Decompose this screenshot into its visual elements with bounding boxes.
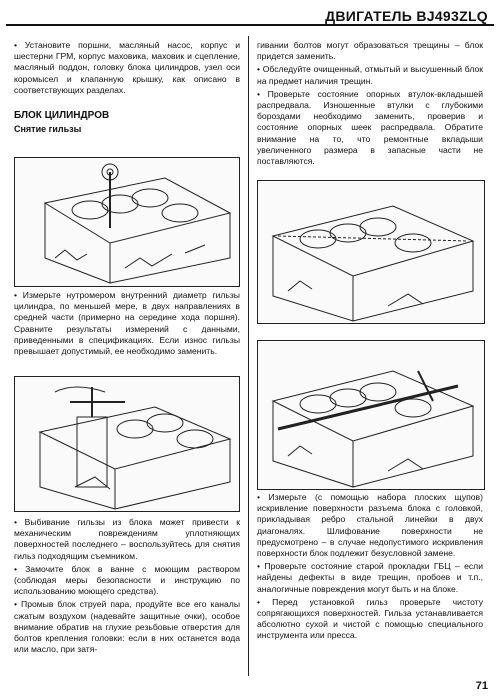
- right-column: [257, 40, 483, 169]
- section-title: БЛОК ЦИЛИНДРОВ: [14, 110, 110, 122]
- left-text-block-2: [14, 290, 240, 359]
- right-text-block-2: [257, 492, 483, 644]
- bushing-paragraph: • Проверьте состояние опорных втулок-вкладышей распредвала. Изношенные втулки с глубокими бороздами необходимо заменить, проверив и состояние опорных шеек распредвала. Обратите внимание на то, что ремонтные вкладыши увеличенного размера в запасные части не поставляются.: [257, 88, 483, 167]
- figure-bore-gauge: [14, 157, 240, 287]
- inspect-paragraph: • Обследуйте очищенный, отмытый и высушенный блок на предмет наличия трещин.: [257, 64, 483, 86]
- left-column: [14, 40, 240, 139]
- straightedge-drawing: [258, 341, 484, 489]
- steam-paragraph: • Промыв блок струей пара, продуйте все его каналы сжатым воздухом (надевайте защитные очки), особое внимание обратив на глухие резьбовые отверстия для болтов крепления головки: если в них останется вода или масло, при затя-: [14, 599, 240, 655]
- install-paragraph: • Перед установкой гильз проверьте чистоту сопрягающихся поверхностей. Гильза устанавливается абсолютно сухой и чистой с помощью специального инструмента или пресса.: [257, 596, 483, 641]
- measure-paragraph: • Измерьте нутромером внутренний диаметр гильзы цилиндра, по меньшей мере, в двух направлениях в средней части (примерно на середине хода поршня). Сравните результаты измерений с данными, приведенными в спецификациях. Если износ гильзы превышает допустимый, ее необходимо заменить.: [14, 290, 240, 357]
- header-rule: [6, 24, 494, 26]
- block-deck-drawing: [258, 181, 484, 323]
- figure-liner-puller: [14, 376, 240, 512]
- liner-removal-paragraph: • Выбивание гильзы из блока может привести к механическим повреждениям уплотняющих поверхностей последнего – воспользуйтесь для снятия гильз подходящим съемником.: [14, 517, 240, 561]
- header-title: ДВИГАТЕЛЬ BJ493ZLQ: [325, 8, 488, 24]
- page-header: [0, 6, 500, 32]
- flatness-paragraph: • Измерьте (с помощью набора плоских щупов) искривление поверхности разъема блока с головкой, прикладывая ребро стальной линейки в двух диагоналях. Шлифование поверхности не предусмотрено – в случае недопустимого искривления поверхности блок подлежит безусловной замене.: [257, 492, 483, 559]
- column-divider: [248, 36, 249, 676]
- figure-straightedge: [257, 340, 485, 490]
- intro-paragraph: • Установите поршни, масляный насос, корпус и шестерни ГРМ, корпус маховика, маховик и сцепление, масляный поддон, головку блока цилиндров, узел оси коромысел и клапанную крышку, как описано в соответствующих разделах.: [14, 40, 240, 95]
- page-number: 71: [475, 680, 488, 692]
- sub-title: Снятие гильзы: [14, 124, 82, 135]
- continuation-text: гивании болтов могут образоваться трещины – блок придется заменить.: [257, 40, 483, 62]
- left-text-block-3: [14, 517, 240, 657]
- gasket-paragraph: • Проверьте состояние старой прокладки ГБЦ – если найдены дефекты в виде трещин, пробоев и т.п., аналогичные повреждения могут быть и на блоке.: [257, 561, 483, 594]
- liner-puller-drawing: [15, 377, 239, 511]
- wash-paragraph: • Замочите блок в ванне с моющим раствором (соблюдая меры безопасности и инструкцию по использованию моющего средства).: [14, 563, 240, 597]
- engine-block-drawing: [15, 158, 239, 286]
- figure-block-deck: [257, 180, 485, 324]
